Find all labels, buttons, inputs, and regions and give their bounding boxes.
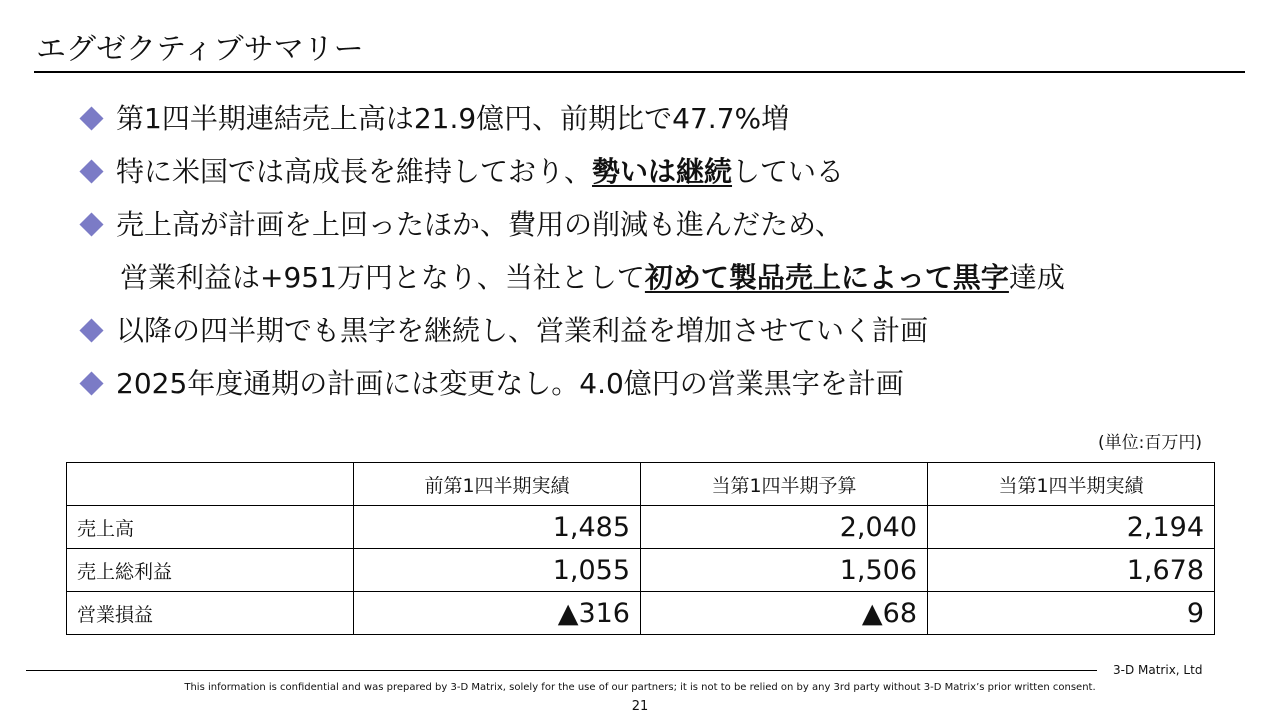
bullet-item xyxy=(78,304,1258,357)
diamond-bullet-icon xyxy=(78,145,106,198)
table-header-cell: 当第1四半期実績 xyxy=(928,463,1215,506)
table-cell: 9 xyxy=(928,592,1215,635)
table-row xyxy=(67,549,1215,592)
confidentiality-disclaimer: This information is confidential and was prepared by 3-D Matrix, solely for the use of our partners; it is not to be relied on by any 3rd party without 3-D Matrix’s prior written consent. xyxy=(184,682,1096,693)
table-row xyxy=(67,592,1215,635)
bullet-text: 売上高が計画を上回ったほか、費用の削減も進んだため、 xyxy=(116,208,843,241)
table-cell: ▲316 xyxy=(354,592,641,635)
table-cell: 1,678 xyxy=(928,549,1215,592)
table-cell: ▲68 xyxy=(641,592,928,635)
table-cell: 1,506 xyxy=(641,549,928,592)
bullet-text: 第1四半期連結売上高は21.9億円、前期比で47.7%増 xyxy=(116,102,790,135)
bullet-text: 特に米国では高成長を維持しており、勢いは継続している xyxy=(116,155,845,188)
unit-note: (単位:百万円) xyxy=(1098,433,1202,453)
page-title: エグゼクティブサマリー xyxy=(36,32,364,67)
diamond-bullet-icon xyxy=(78,92,106,145)
title-divider xyxy=(34,71,1245,73)
table-header-row xyxy=(67,463,1215,506)
financial-summary-table xyxy=(66,462,1215,635)
row-label: 営業損益 xyxy=(67,592,354,635)
table-cell: 2,194 xyxy=(928,506,1215,549)
bullet-text: 営業利益は+951万円となり、当社として初めて製品売上によって黒字達成 xyxy=(120,261,1065,294)
table-header-cell: 当第1四半期予算 xyxy=(641,463,928,506)
table-row xyxy=(67,506,1215,549)
bullet-item xyxy=(78,92,1258,145)
table-cell: 2,040 xyxy=(641,506,928,549)
bullet-text: 以降の四半期でも黒字を継続し、営業利益を増加させていく計画 xyxy=(116,314,929,347)
table-cell: 1,485 xyxy=(354,506,641,549)
page-number: 21 xyxy=(631,699,649,714)
table-cell: 1,055 xyxy=(354,549,641,592)
bullet-continuation xyxy=(78,251,1258,304)
bullet-text: 2025年度通期の計画には変更なし。4.0億円の営業黒字を計画 xyxy=(116,367,904,400)
row-label: 売上高 xyxy=(67,506,354,549)
table-header-cell: 前第1四半期実績 xyxy=(354,463,641,506)
diamond-bullet-icon xyxy=(78,357,106,410)
bullet-item xyxy=(78,357,1258,410)
table-header-cell xyxy=(67,463,354,506)
emphasis-text: 勢いは継続 xyxy=(592,155,733,188)
footer-divider xyxy=(26,670,1097,671)
emphasis-text: 初めて製品売上によって黒字 xyxy=(644,261,1009,294)
bullet-item xyxy=(78,145,1258,198)
row-label: 売上総利益 xyxy=(67,549,354,592)
company-name: 3-D Matrix, Ltd xyxy=(1113,663,1203,677)
diamond-bullet-icon xyxy=(78,304,106,357)
diamond-bullet-icon xyxy=(78,198,106,251)
bullet-list xyxy=(78,92,1258,410)
bullet-item xyxy=(78,198,1258,251)
